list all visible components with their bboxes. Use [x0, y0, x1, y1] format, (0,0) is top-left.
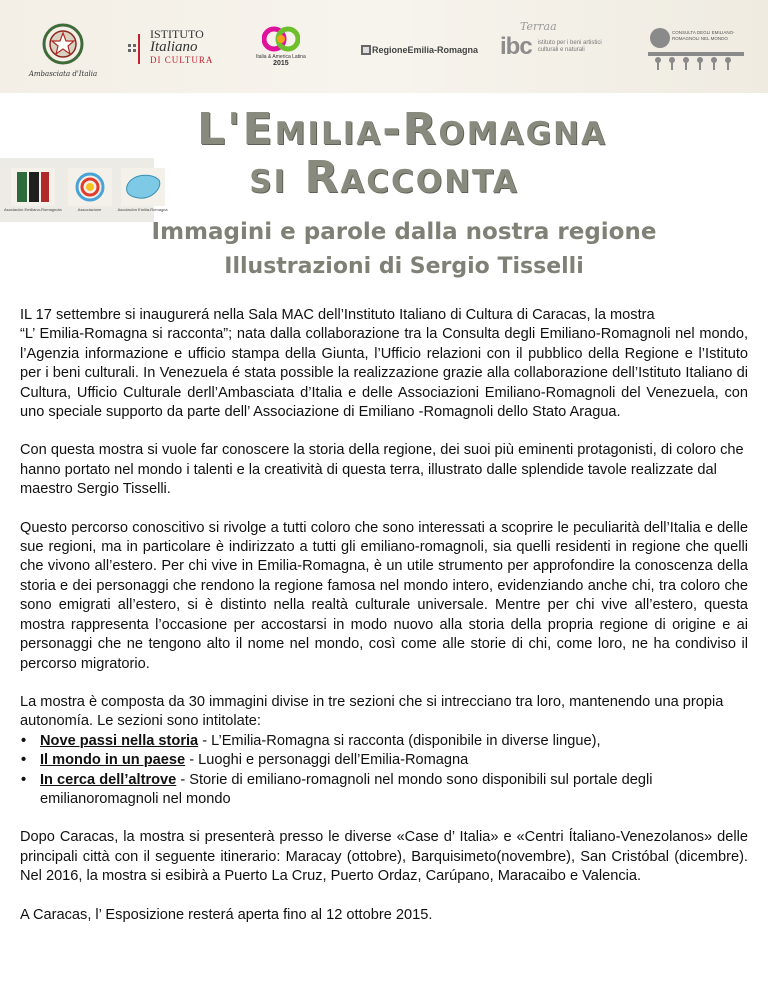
title-line2: si Racconta — [249, 152, 519, 203]
section-desc: - Luoghi e personaggi dell’Emilia-Romagna — [185, 752, 469, 769]
italia-america-latina-logo — [256, 26, 306, 67]
paragraph-3: Questo percorso conoscitivo si rivolge a tutti coloro che sono interessati a scoprire le peculiarità dell’Italia e delle sue regioni, ma in particolare è indirizzato a tutti gli emiliano-romagnoli, sia quelli residenti in regione che quelli che vivono all’estero. Per chi vive in Emilia-Romagna, è un utile strumento per approfondire la conoscenza della storia e dei personaggi che rendono la regione famosa nel mondo intero, evidenziando anche chi, tra coloro che sono emigrati all’estero, si è distinto nella realtà culturale universale. Mentre per chi vive all’estero, questa mostra rappresenta l’occasione per accostarsi in modo nuovo alla storia della propria regione di origine e ai personaggi che ne tengono alto il nome nel mondo, così come alle storie di chi, come loro, ne ha condiviso il percorso migratorio. — [20, 519, 748, 672]
list-item — [20, 771, 748, 810]
regione-emilia-romagna-logo — [360, 44, 478, 56]
consulta-desc: CONSULTA DEGLI EMILIANO-ROMAGNOLI NEL MONDO — [672, 30, 735, 41]
italian-republic-emblem — [28, 22, 98, 78]
association-card — [68, 168, 112, 212]
bullet: • — [21, 752, 27, 769]
paragraph-1 — [20, 306, 748, 422]
association-rings-icon — [68, 168, 112, 206]
section-name: Nove passi nella storia — [40, 732, 199, 749]
ibc-desc-line1: istituto per i beni artistici — [537, 40, 602, 46]
paragraph-4 — [20, 693, 748, 809]
section-name: In cerca dell’altrove — [40, 771, 177, 788]
title-line1: L'Emilia-Romagna — [197, 104, 607, 155]
associations-logo-panel — [0, 158, 168, 222]
sections-list — [20, 732, 748, 810]
association-map-icon — [121, 168, 165, 206]
illustrator-line: Illustrazioni di Sergio Tisselli — [224, 254, 584, 279]
association-card — [118, 168, 168, 212]
iic-line3: DI CULTURA — [150, 55, 214, 65]
association-card — [4, 168, 62, 212]
ibc-logo — [500, 20, 602, 61]
association-caption: Asociación Emilia-Romagna — [117, 207, 168, 212]
subtitle: Immagini e parole dalla nostra regione — [151, 219, 657, 245]
bullet: • — [21, 732, 27, 749]
section-name: Il mondo in un paese — [40, 752, 186, 769]
italia-america-year: 2015 — [273, 60, 289, 67]
consulta-logo — [648, 26, 744, 72]
iic-line2: Italiano — [150, 39, 198, 55]
ibc-terra-label: Terraa — [520, 20, 557, 33]
article-body — [20, 306, 748, 944]
paragraph-4-intro: La mostra è composta da 30 immagini divise in tre sezioni che si intrecciano tra loro, mantenendo una propia autonomía. Le sezioni sono intitolate: — [20, 693, 724, 730]
iic-grid-icon — [126, 30, 146, 66]
istituto-italiano-cultura-logo — [126, 28, 213, 67]
star-emblem-icon — [41, 22, 85, 66]
ambasciata-caption: Ambasciata d'Italia — [28, 70, 98, 78]
regione-label: RegioneEmilia-Romagna — [372, 45, 479, 55]
paragraph-6: A Caracas, l’ Esposizione resterá aperta fino al 12 ottobre 2015. — [20, 906, 433, 923]
ibc-desc-line2: culturali e naturali — [537, 47, 585, 53]
list-item — [20, 751, 748, 770]
association-caption: Associazione — [77, 207, 102, 212]
paragraph-2: Con questa mostra si vuole far conoscere la storia della regione, dei suoi più eminenti protagonisti, di coloro che hanno portato nel mondo i talenti e la creatività di questa terra, illustrato dalle splendide tavole realizzate dal maestro Sergio Tisselli. — [20, 442, 744, 498]
iic-line1: ISTITUTO — [150, 27, 204, 41]
paragraph-1-rest: “L’ Emilia-Romagna si racconta”; nata dalla collaborazione tra la Consulta degli Emiliano-Romagnoli nel mondo, l’Agenzia informazione e ufficio stampa della Giunta, l’Ufficio relazioni con il pubblico della Regione e l’Istituto per i beni culturali. In Venezuela é stata possible la realizzazione grazie alla collaborazione dell’Istituto Italiano di Cultura, Ufficio Culturale derll’Ambasciata d’Italia e delle Associazioni Emiliano-Romagnoli del Venezuela, con uno speciale supporto da parte dell’ Associazione di Emiliano -Romagnoli dello Stato Aragua. — [20, 326, 748, 421]
association-flag-icon — [11, 168, 55, 206]
italia-america-label: Italia & America Latina — [256, 54, 306, 60]
italia-america-icon — [262, 26, 300, 52]
bullet: • — [21, 771, 27, 788]
list-item — [20, 732, 748, 751]
logo-strip — [0, 0, 768, 93]
association-caption: Asociación Emiliano-Romagnola — [4, 207, 62, 212]
section-desc: - L’Emilia-Romagna si racconta (disponibile in diverse lingue), — [198, 732, 601, 749]
ibc-abbr: ibc — [500, 33, 532, 60]
regione-square-icon — [360, 44, 372, 56]
section-desc: - Storie di emiliano-romagnoli nel mondo sono disponibili sul portale degli emilianoromagnoli nel mondo — [40, 771, 653, 807]
paragraph-5: Dopo Caracas, la mostra si presenterà presso le diverse «Case d’ Italia» e «Centri Ítaliano-Venezolanos» delle principali città con il seguente itinerario: Maracay (ottobre), Barquisimeto(novembre), San Cristóbal (dicembre). Nel 2016, la mostra si esibirà a Puerto La Cruz, Puerto Ordaz, Carúpano, Maracaibo e Valencia. — [20, 829, 748, 885]
paragraph-1-line1: IL 17 settembre si inaugurerá nella Sala MAC dell’Instituto Italiano di Cultura di Caracas, la mostra — [20, 307, 655, 323]
